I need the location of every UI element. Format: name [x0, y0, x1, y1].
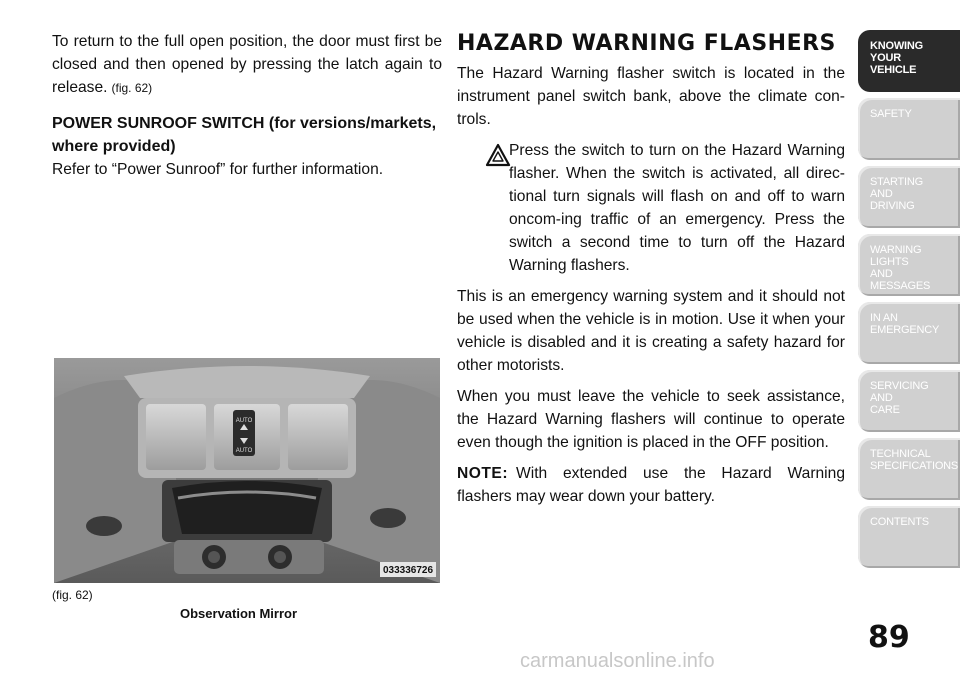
note-text: With extended use the Hazard Warning flashers may wear down your battery. — [457, 465, 845, 505]
switch-label-top: AUTO — [235, 418, 253, 424]
operation-paragraph: Press the switch to turn on the Hazard Warning flasher. When the switch is activated, all direc-tional turn signals will flash on and off to warn oncom-ing traffic of an emergency. Press the switch a second time to turn off the Hazard Warning flashers. — [509, 142, 845, 274]
tab-label-line: SAFETY — [870, 108, 912, 120]
tab-label-line: DRIVING — [870, 200, 915, 212]
tab-label-line: AND — [870, 268, 893, 280]
tab-in-an-emergency[interactable] — [858, 302, 960, 364]
tab-safety[interactable] — [858, 98, 960, 160]
figure-reference: (fig. 62) — [111, 81, 153, 95]
tab-technical-specifications[interactable] — [858, 438, 960, 500]
assistance-paragraph: When you must leave the vehicle to seek assistance, the Hazard Warning flashers will continue to operate even though the ignition is placed in the OFF position. — [457, 388, 845, 451]
tab-label-line: CONTENTS — [870, 516, 929, 528]
tab-label-line: TECHNICAL — [870, 448, 931, 460]
page-number: 89 — [868, 620, 910, 655]
warning-block — [457, 139, 845, 277]
note-paragraph — [457, 462, 845, 508]
figure-caption: Observation Mirror — [180, 606, 298, 621]
sunroof-heading: POWER SUNROOF SWITCH (for versions/markets, where provided) — [52, 115, 437, 155]
tab-starting-and-driving[interactable] — [858, 166, 960, 228]
tab-label-line: WARNING — [870, 244, 922, 256]
right-column — [457, 30, 845, 516]
emergency-paragraph: This is an emergency warning system and it should not be used when the vehicle is in motion. Use it when your vehicle is disabled and it is creating a safety hazard for other motorists. — [457, 288, 845, 374]
figure-code: 033336726 — [382, 565, 434, 576]
hazard-triangle-icon — [485, 143, 511, 167]
tab-label-line: AND — [870, 392, 893, 404]
note-label: NOTE: — [457, 465, 509, 482]
tab-label-line: KNOWING — [870, 40, 923, 52]
section-heading: HAZARD WARNING FLASHERS — [457, 31, 836, 56]
tab-knowing-your-vehicle[interactable] — [858, 30, 960, 92]
chapter-tabs — [858, 30, 960, 574]
tab-label-line: EMERGENCY — [870, 324, 940, 336]
tab-label-line: SPECIFICATIONS — [870, 460, 959, 472]
intro-text: To return to the full open position, the door must first be closed and then opened by pressing the latch again to release. — [52, 33, 442, 96]
tab-label-line: LIGHTS — [870, 256, 909, 268]
tab-label-line: AND — [870, 188, 893, 200]
tab-warning-lights-and-messages[interactable] — [858, 234, 960, 296]
tab-label-line: SERVICING — [870, 380, 929, 392]
tab-label-line: CARE — [870, 404, 900, 416]
observation-mirror-figure — [54, 358, 440, 583]
tab-label-line: YOUR — [870, 52, 901, 64]
tab-label-line: VEHICLE — [870, 64, 917, 76]
location-paragraph: The Hazard Warning flasher switch is located in the instrument panel switch bank, above the climate con-trols. — [457, 65, 845, 128]
watermark: carmanualsonline.info — [520, 650, 715, 672]
switch-label-bottom: AUTO — [235, 448, 253, 454]
tab-servicing-and-care[interactable] — [858, 370, 960, 432]
intro-paragraph — [52, 30, 442, 100]
tab-label-line: IN AN — [870, 312, 898, 324]
overhead-console-illustration — [54, 358, 440, 583]
sunroof-text: Refer to “Power Sunroof” for further information. — [52, 161, 384, 178]
left-column — [52, 30, 442, 181]
tab-label-line: MESSAGES — [870, 280, 931, 292]
tab-label-line: STARTING — [870, 176, 923, 188]
figure-label: (fig. 62) — [52, 588, 93, 602]
tab-contents[interactable] — [858, 506, 960, 568]
